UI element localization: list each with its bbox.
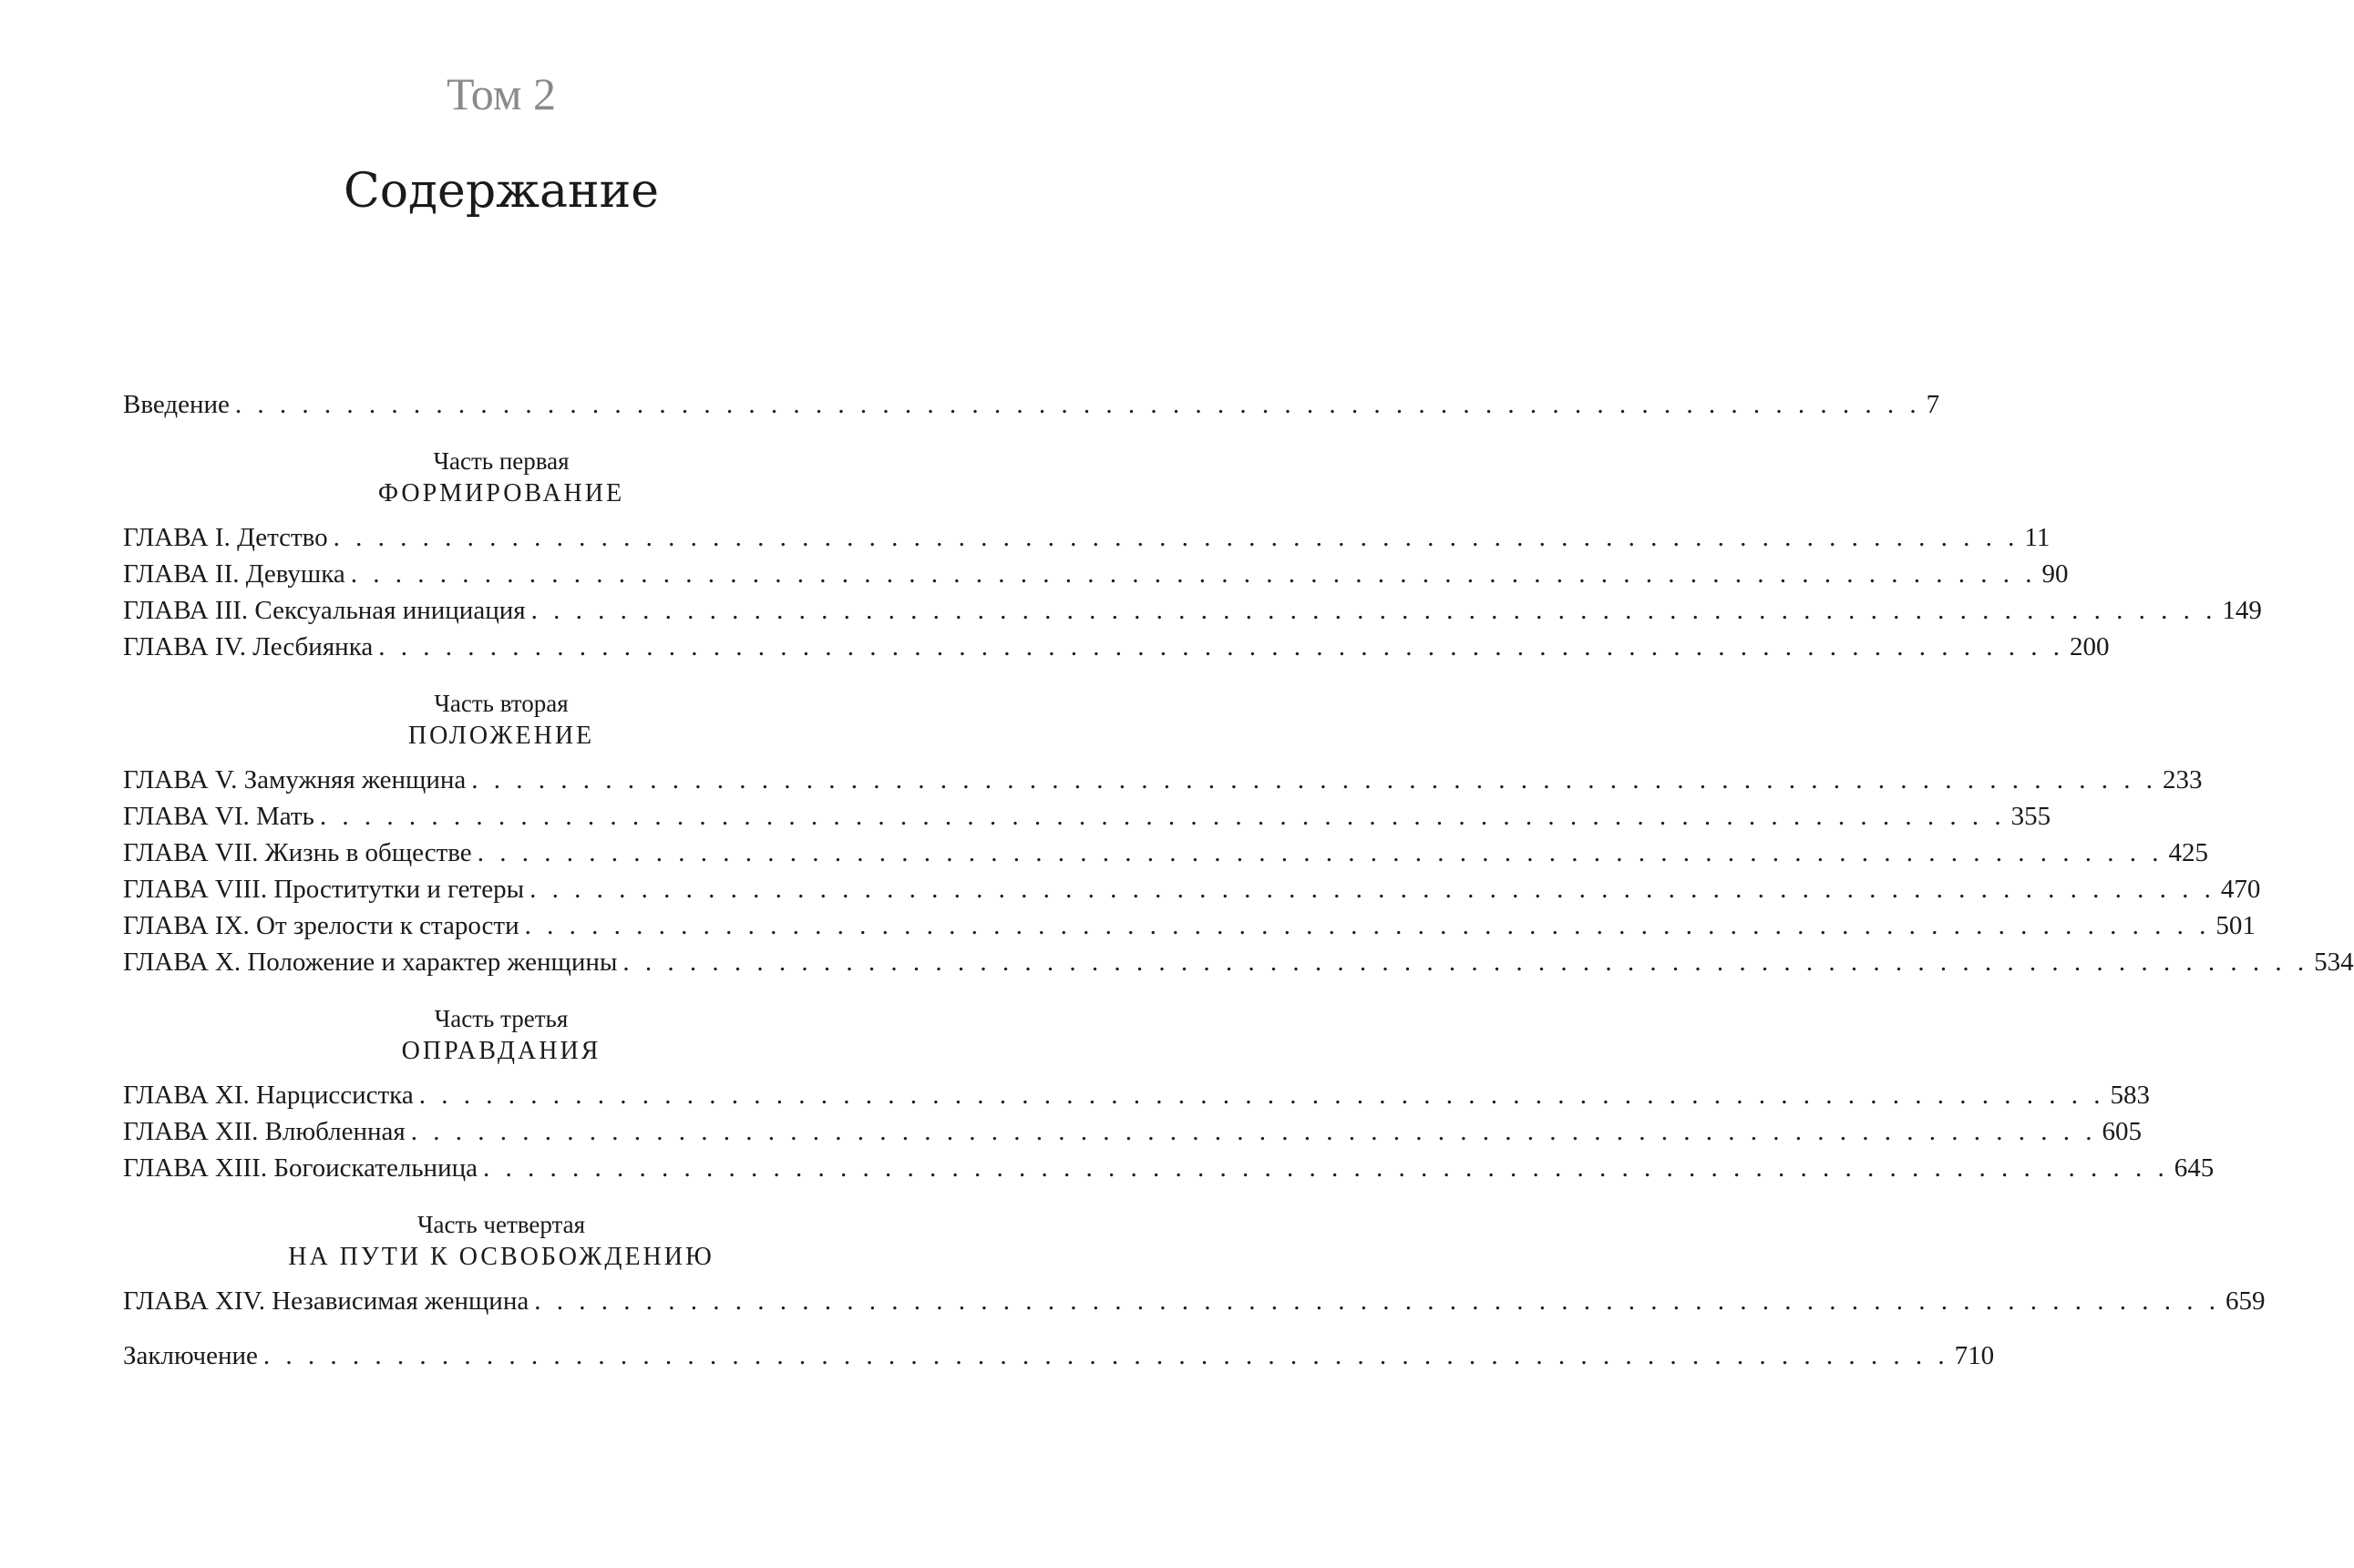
toc-entry-chapter[interactable] [123,835,2208,871]
part-name: ОПРАВДАНИЯ [401,1037,601,1065]
toc-entry-chapter[interactable] [123,1077,2150,1113]
toc-entry-chapter[interactable] [123,1283,2266,1319]
part-heading [123,1208,879,1274]
toc-entry-chapter[interactable] [123,907,2256,944]
dot-leader: . . . . . . . . . . . . . . . . . . . . . . . . . . . . . . . . . . . . . . . . . . . . . . . . . . . . . . . . . . . . . . . . . . . . . . . . . . . . [350,559,2037,589]
toc-entry-label: ГЛАВА XII. Влюбленная [123,1117,406,1146]
toc-entry-label: ГЛАВА V. Замужняя женщина [123,765,467,794]
dot-leader: . . . . . . . . . . . . . . . . . . . . . . . . . . . . . . . . . . . . . . . . . . . . . . . . . . . . . . . . . . . . . . . . . . . . . . . . . . . . [378,632,2064,661]
toc-entry-page: 659 [2225,1286,2266,1316]
toc-entry-page: 501 [2215,911,2256,940]
part-label: Часть вторая [434,690,569,717]
part-name: ПОЛОЖЕНИЕ [407,722,595,750]
dot-leader: . . . . . . . . . . . . . . . . . . . . . . . . . . . . . . . . . . . . . . . . . . . . . . . . . . . . . . . . . . . . . . . . . . . . . . . . . . . . [524,911,2211,940]
toc-entry-conclusion[interactable] [123,1337,1995,1374]
toc-entry-label: ГЛАВА III. Сексуальная инициация [123,596,526,625]
toc-entry-label: ГЛАВА VI. Мать [123,802,314,831]
part-heading [123,687,879,753]
toc-entry-label: ГЛАВА IX. От зрелости к старости [123,911,519,940]
dot-leader: . . . . . . . . . . . . . . . . . . . . . . . . . . . . . . . . . . . . . . . . . . . . . . . . . . . . . . . . . . . . . . . . . . . . . . . . . . . . [482,1153,2169,1183]
dot-leader: . . . . . . . . . . . . . . . . . . . . . . . . . . . . . . . . . . . . . . . . . . . . . . . . . . . . . . . . . . . . . . . . . . . . . . . . . . . . [477,838,2164,867]
toc-entry-page: 200 [2069,632,2110,661]
part-name: НА ПУТИ К ОСВОБОЖДЕНИЮ [288,1243,714,1271]
part-name: ФОРМИРОВАНИЕ [377,479,625,507]
toc-entry-label: ГЛАВА XIII. Богоискательница [123,1153,478,1183]
dot-leader: . . . . . . . . . . . . . . . . . . . . . . . . . . . . . . . . . . . . . . . . . . . . . . . . . . . . . . . . . . . . . . . . . . . . . . . . . . . . [529,875,2215,904]
part-heading [123,1002,879,1068]
toc-entry-chapter[interactable] [123,556,2069,592]
toc-entry-label: ГЛАВА XIV. Независимая женщина [123,1286,529,1316]
dot-leader: . . . . . . . . . . . . . . . . . . . . . . . . . . . . . . . . . . . . . . . . . . . . . . . . . . . . . . . . . . . . . . . . . . . . . . . . . . . . [622,948,2309,977]
toc-entry-page: 710 [1954,1341,1995,1370]
dot-leader: . . . . . . . . . . . . . . . . . . . . . . . . . . . . . . . . . . . . . . . . . . . . . . . . . . . . . . . . . . . . . . . . . . . . . . . . . . . . [234,390,1921,419]
toc-entry-page: 90 [2041,559,2069,589]
toc-entry-page: 425 [2168,838,2208,867]
volume-heading: Том 2 [447,68,556,119]
toc-entry-introduction[interactable] [123,386,1940,423]
toc-entry-label: ГЛАВА VIII. Проститутки и гетеры [123,875,525,904]
toc-entry-page: 605 [2102,1117,2143,1146]
toc-entry-chapter[interactable] [123,592,2262,629]
toc-entry-label: Введение [123,390,230,419]
dot-leader: . . . . . . . . . . . . . . . . . . . . . . . . . . . . . . . . . . . . . . . . . . . . . . . . . . . . . . . . . . . . . . . . . . . . . . . . . . . . [471,765,2157,794]
toc-entry-page: 11 [2024,523,2051,552]
toc-entry-chapter[interactable] [123,798,2051,835]
toc-entry-label: ГЛАВА II. Девушка [123,559,345,589]
toc-entry-label: ГЛАВА X. Положение и характер женщины [123,948,618,977]
toc-entry-page: 470 [2220,875,2261,904]
dot-leader: . . . . . . . . . . . . . . . . . . . . . . . . . . . . . . . . . . . . . . . . . . . . . . . . . . . . . . . . . . . . . . . . . . . . . . . . . . . . [410,1117,2097,1146]
toc-entry-label: Заключение [123,1341,258,1370]
dot-leader: . . . . . . . . . . . . . . . . . . . . . . . . . . . . . . . . . . . . . . . . . . . . . . . . . . . . . . . . . . . . . . . . . . . . . . . . . . . . [262,1341,1949,1370]
part-label: Часть третья [434,1005,569,1032]
toc-entry-chapter[interactable] [123,519,2051,556]
part-label: Часть четвертая [417,1211,585,1238]
toc-entry-label: ГЛАВА I. Детство [123,523,328,552]
toc-entry-chapter[interactable] [123,871,2261,907]
toc-entry-chapter[interactable] [123,629,2110,665]
page-title: Содержание [343,164,660,219]
toc-entry-label: ГЛАВА IV. Лесбиянка [123,632,374,661]
toc-entry-page: 645 [2174,1153,2215,1183]
part-heading [123,445,879,510]
toc-entry-chapter[interactable] [123,944,2354,980]
toc-entry-page: 233 [2163,765,2203,794]
part-label: Часть первая [433,447,570,475]
dot-leader: . . . . . . . . . . . . . . . . . . . . . . . . . . . . . . . . . . . . . . . . . . . . . . . . . . . . . . . . . . . . . . . . . . . . . . . . . . . . [319,802,2006,831]
toc-entry-page: 7 [1926,390,1940,419]
toc-entry-chapter[interactable] [123,1113,2143,1150]
spacer [123,1319,879,1337]
dot-leader: . . . . . . . . . . . . . . . . . . . . . . . . . . . . . . . . . . . . . . . . . . . . . . . . . . . . . . . . . . . . . . . . . . . . . . . . . . . . [418,1081,2105,1110]
dot-leader: . . . . . . . . . . . . . . . . . . . . . . . . . . . . . . . . . . . . . . . . . . . . . . . . . . . . . . . . . . . . . . . . . . . . . . . . . . . . [534,1286,2220,1316]
toc-entry-page: 355 [2010,802,2051,831]
toc-entry-chapter[interactable] [123,762,2203,798]
toc-entry-label: ГЛАВА XI. Нарциссистка [123,1081,414,1110]
dot-leader: . . . . . . . . . . . . . . . . . . . . . . . . . . . . . . . . . . . . . . . . . . . . . . . . . . . . . . . . . . . . . . . . . . . . . . . . . . . . [530,596,2217,625]
toc-entry-chapter[interactable] [123,1150,2215,1186]
dot-leader: . . . . . . . . . . . . . . . . . . . . . . . . . . . . . . . . . . . . . . . . . . . . . . . . . . . . . . . . . . . . . . . . . . . . . . . . . . . . [333,523,2020,552]
toc-entry-page: 534 [2314,948,2354,977]
table-of-contents [123,386,2354,1374]
toc-entry-page: 149 [2222,596,2262,625]
toc-entry-page: 583 [2110,1081,2150,1110]
toc-entry-label: ГЛАВА VII. Жизнь в обществе [123,838,472,867]
